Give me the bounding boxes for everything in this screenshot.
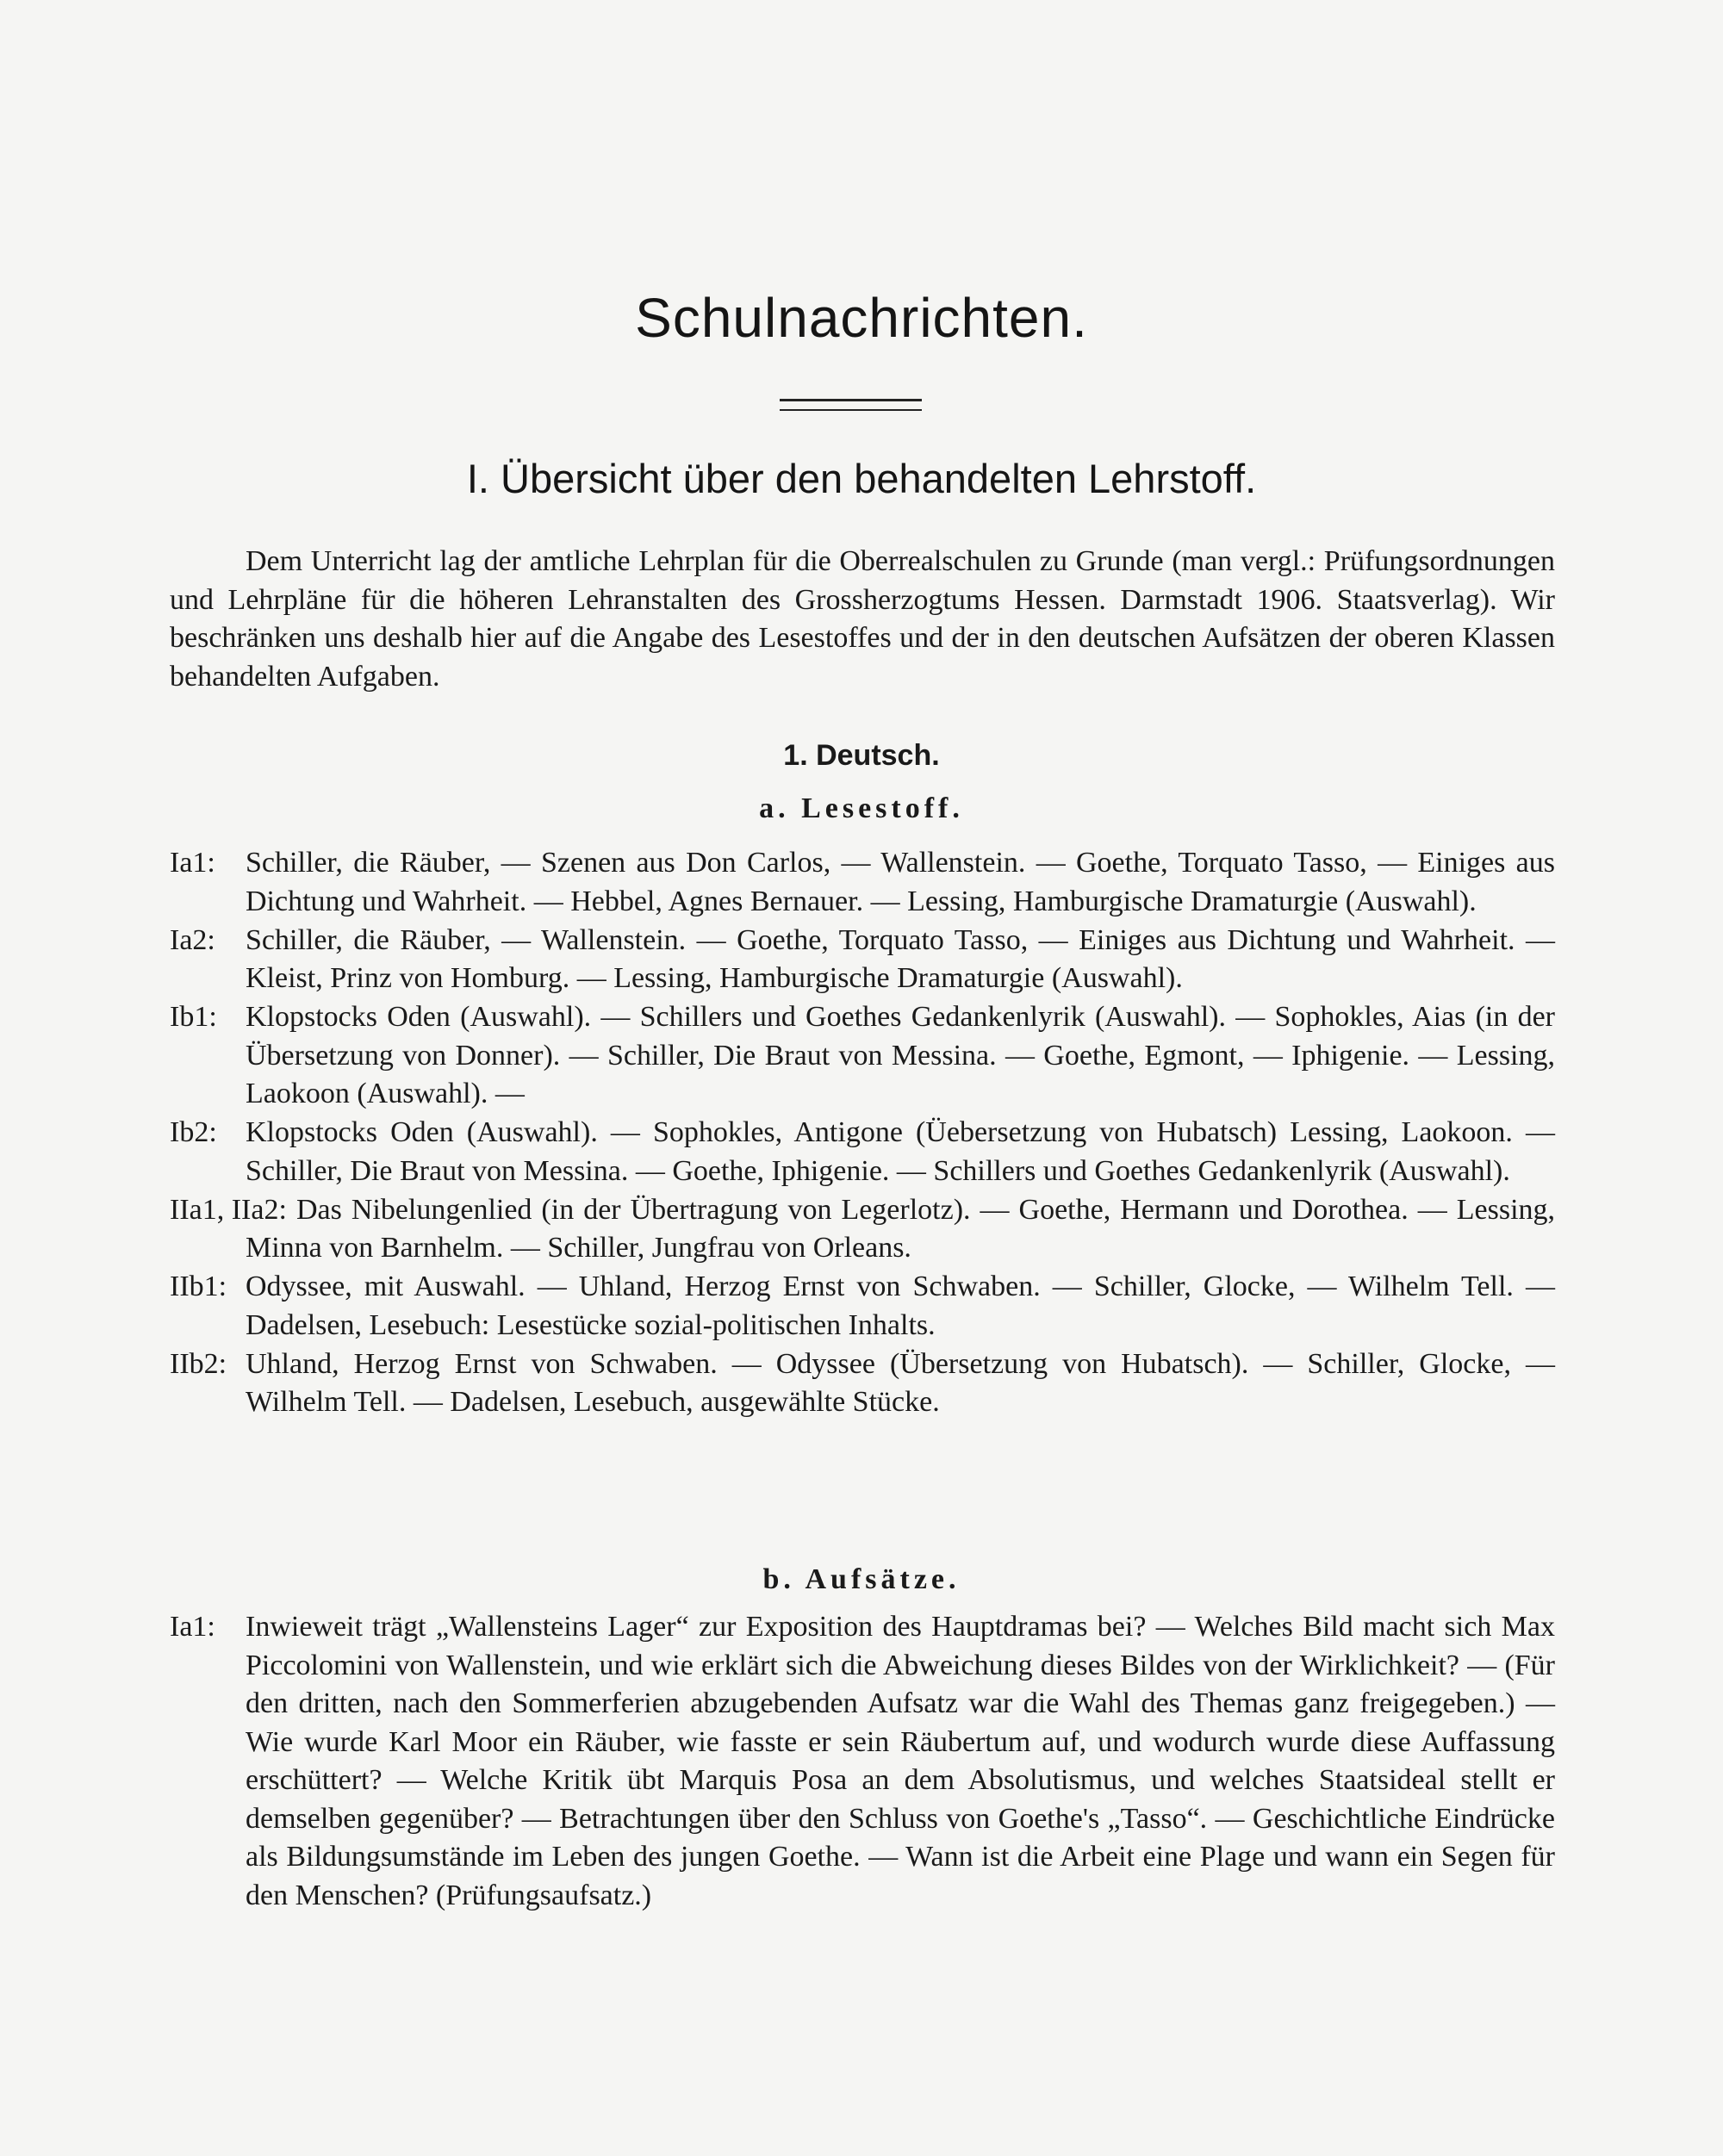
aufsaetze-heading: b. Aufsätze. bbox=[762, 1563, 961, 1595]
entry-text: Odyssee, mit Auswahl. — Uhland, Herzog Ernst von Schwaben. — Schiller, Glocke, — Wilhelm Tell. — Dadelsen, Lesebuch: Lesestücke sozial-politischen Inhalts. bbox=[246, 1271, 1555, 1341]
section-heading: I. Übersicht über den behandelten Lehrstoff. bbox=[466, 456, 1257, 501]
list-item bbox=[170, 1345, 1555, 1422]
list-item bbox=[170, 844, 1555, 921]
list-item bbox=[170, 1114, 1555, 1190]
list-item bbox=[170, 1191, 1555, 1268]
class-label: IIb1: bbox=[170, 1271, 227, 1302]
class-label: Ia1: bbox=[170, 1611, 215, 1643]
list-item bbox=[170, 1268, 1555, 1345]
entry-text: Schiller, die Räuber, — Wallenstein. — Goethe, Torquato Tasso, — Einiges aus Dichtung und Wahrheit. — Kleist, Prinz von Homburg. — Lessing, Hamburgische Dramaturgie (Auswahl). bbox=[246, 923, 1555, 994]
title-divider bbox=[780, 399, 922, 411]
class-label: Ia2: bbox=[170, 923, 215, 956]
entry-text: Klopstocks Oden (Auswahl). — Schillers und Goethes Gedankenlyrik (Auswahl). — Sophokles, Aias (in der Übersetzung von Donner). — Schiller, Die Braut von Messina. — Goethe, Egmont, — Iphigenie. — Lessing, Laokoon (Auswahl). — bbox=[246, 1001, 1555, 1109]
class-label: IIb2: bbox=[170, 1347, 227, 1380]
intro-paragraph: Dem Unterricht lag der amtliche Lehrplan für die Oberrealschulen zu Grunde (man vergl.: Prüfungsordnungen und Lehrpläne für die höheren Lehranstalten des Grossherzogtums Hessen. Darmstadt 1906. Staatsverlag). Wir beschränken uns deshalb hier auf die Angabe des Lesestoffes und der in den deutschen Aufsätzen der oberen Klassen behandelten Aufgaben. bbox=[170, 545, 1555, 693]
page-title: Schulnachrichten. bbox=[635, 287, 1088, 349]
entry-text: Inwieweit trägt „Wallensteins Lager“ zur Exposition des Hauptdramas bei? — Welches Bild macht sich Max Piccolomini von Wallenstein, und wie erklärt sich die Abweichung dieses Bildes von der Wirklichkeit? — (Für den dritten, nach den Sommerferien abzugebenden Aufsatz war die Wahl des Themas ganz freigegeben.) — Wie wurde Karl Moor ein Räuber, wie fasste er sein Räubertum auf, und wodurch wurde diese Auffassung erschüttert? — Welche Kritik übt Marquis Posa an dem Absolutismus, und welches Staatsideal stellt er demselben gegenüber? — Betrachtungen über den Schluss von Goethe's „Tasso“. — Geschichtliche Eindrücke als Bildungsumstände im Leben des jungen Goethe. — Wann ist die Arbeit eine Plage und wann ein Segen für den Menschen? (Prüfungsaufsatz.) bbox=[246, 1611, 1555, 1911]
list-item bbox=[170, 1608, 1555, 1915]
entry-text: Schiller, die Räuber, — Szenen aus Don Carlos, — Wallenstein. — Goethe, Torquato Tasso, — Einiges aus Dichtung und Wahrheit. — Hebbel, Agnes Bernauer. — Lessing, Hamburgische Dramaturgie (Auswahl). bbox=[246, 847, 1555, 917]
aufsaetze-list bbox=[170, 1608, 1555, 1916]
class-label: IIa1, IIa2: bbox=[170, 1193, 287, 1226]
lesestoff-heading: a. Lesestoff. bbox=[759, 792, 964, 824]
entry-text: Klopstocks Oden (Auswahl). — Sophokles, Antigone (Üebersetzung von Hubatsch) Lessing, Laokoon. — Schiller, Die Braut von Messina. — Goethe, Iphigenie. — Schillers und Goethes Gedankenlyrik (Auswahl). bbox=[246, 1116, 1555, 1187]
class-label: Ib1: bbox=[170, 1001, 217, 1033]
list-item bbox=[170, 922, 1555, 998]
class-label: Ib2: bbox=[170, 1116, 217, 1148]
list-item bbox=[170, 998, 1555, 1114]
entry-text: Uhland, Herzog Ernst von Schwaben. — Odyssee (Übersetzung von Hubatsch). — Schiller, Glocke, — Wilhelm Tell. — Dadelsen, Lesebuch, ausgewählte Stücke. bbox=[246, 1347, 1555, 1418]
lesestoff-list bbox=[170, 844, 1555, 1422]
subject-heading: 1. Deutsch. bbox=[783, 739, 940, 772]
class-label: Ia1: bbox=[170, 847, 215, 879]
entry-text: Das Nibelungenlied (in der Übertragung von Legerlotz). — Goethe, Hermann und Dorothea. — Lessing, Minna von Barnhelm. — Schiller, Jungfrau von Orleans. bbox=[246, 1193, 1556, 1264]
